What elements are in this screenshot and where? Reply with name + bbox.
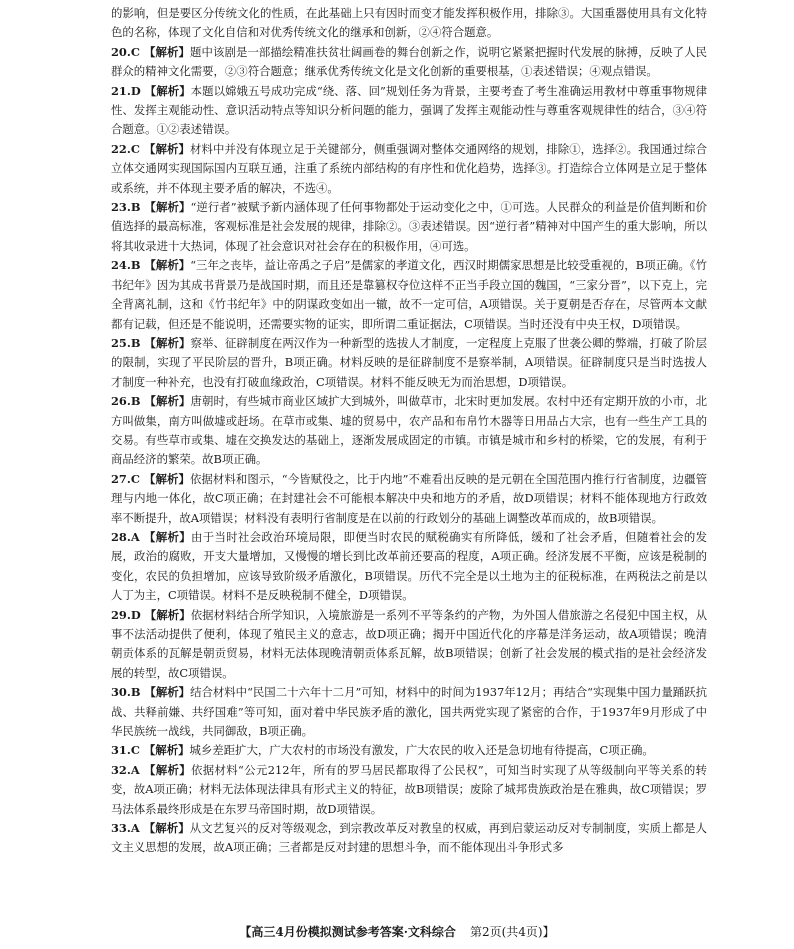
- intro-paragraph: 的影响，但是要区分传统文化的性质，在此基础上只有因时而变才能发挥积极作用，排除③。大国重器使用具有文化特色的名称，体现了文化自信和对优秀传统文化的继承和创新，②④符合题意。: [111, 6, 707, 40]
- analysis-text: 从文艺复兴的反对等级观念，到宗教改革反对教皇的权威，再到启蒙运动反对专制制度，实质上都是人文主义思想的发展，故A项正确；三者都是反对封建的思想斗争，而不能体现出斗争形式多: [111, 821, 707, 855]
- analysis-tag: 【解析】: [143, 762, 192, 777]
- answer-letter: C: [130, 44, 140, 59]
- analysis-text: 题中该剧是一部描绘精准扶贫壮阔画卷的舞台创新之作，说明它紧紧把握时代发展的脉搏，反映了人民群众的精神文化需要，②③符合题意；继承优秀传统文化是文化创新的重要根基，①表述错误；④观点错误。: [111, 44, 707, 79]
- question-number: 27.: [111, 471, 131, 486]
- answer-item: [111, 470, 707, 528]
- analysis-text: 察举、征辟制度在两汉作为一种新型的选拔人才制度，一定程度上克服了世袭公卿的弊端，打破了阶层的限制，实现了平民阶层的晋升，B项正确。材料反映的是征辟制度不是察举制，A项错误。征辟制度只是当时选拔人才制度一种补充，也没有打破血缘政治，C项错误。材料不能反映无为而治思想，D项错误。: [111, 335, 707, 389]
- analysis-tag: 【解析】: [144, 200, 191, 215]
- analysis-text: 城乡差距扩大，广大农村的市场没有激发，广大农民的收入还是急切地有待提高，C项正确。: [189, 743, 654, 758]
- answer-letter: B: [130, 394, 141, 409]
- question-number: 23.: [111, 200, 131, 215]
- analysis-tag: 【解析】: [143, 821, 190, 836]
- question-number: 31.: [111, 743, 131, 758]
- question-number: 21.: [111, 83, 131, 98]
- question-number: 22.: [111, 141, 131, 156]
- analysis-tag: 【解析】: [143, 743, 190, 758]
- analysis-tag: 【解析】: [144, 258, 191, 273]
- footer-page-number: 第2页(共4页)】: [469, 925, 555, 939]
- answer-letter: C: [130, 471, 140, 486]
- analysis-text: 依据材料结合所学知识，入境旅游是一系列不平等条约的产物，为外国人借旅游之名侵犯中国主权，从事不法活动提供了便利，体现了殖民主义的意志，故D项正确；揭开中国近代化的序幕是洋务运动，故A项错误；晚清朝贡体系的瓦解是朝贡贸易，材料无法体现晚清朝贡体系瓦解，故B项错误；创新了社会发展的模式指的是社会经济发展的转型，故C项错误。: [111, 607, 707, 680]
- answer-letter: B: [130, 685, 141, 700]
- analysis-text: 唐朝时，有些城市商业区域扩大到城外，叫做草市，北宋时更加发展。农村中还有定期开放的小市，北方叫做集，南方叫做墟或赶场。在草市或集、墟的贸易中，农产品和布帛竹木器等日用品占大宗，也有一些生产工具的交易。有些草市或集、墟在交换发达的基础上，逐渐发展成固定的市镇。市镇是城市和乡村的桥梁，它的发展，有利于商品经济的繁荣。故B项正确。: [111, 394, 707, 467]
- answer-letter: A: [130, 821, 140, 836]
- answer-letter: D: [130, 607, 141, 622]
- question-number: 29.: [111, 607, 131, 622]
- answer-letter: A: [130, 529, 140, 544]
- question-number: 30.: [111, 685, 131, 700]
- answer-letter: D: [130, 83, 141, 98]
- analysis-tag: 【解析】: [144, 607, 191, 622]
- answer-item: [111, 761, 707, 819]
- analysis-tag: 【解析】: [144, 394, 191, 409]
- analysis-text: 依据材料和图示，“今皆赋役之，比于内地”不难看出反映的是元朝在全国范围内推行行省制度，边疆管理与内地一体化，故C项正确；在封建社会不可能根本解决中央和地方的矛盾，故D项错误；材料不能体现地方行政效率不断提升，故A项错误；材料没有表明行省制度是在以前的行政划分的基础上调整改革而成的，故B项错误。: [111, 471, 707, 525]
- answer-item: [111, 334, 707, 392]
- analysis-tag: 【解析】: [143, 471, 190, 486]
- answer-item: [111, 392, 707, 470]
- answer-letter: B: [130, 200, 141, 215]
- answer-item: [111, 198, 707, 256]
- question-number: 26.: [111, 394, 131, 409]
- question-number: 25.: [111, 335, 131, 350]
- analysis-text: “逆行者”被赋予新内涵体现了任何事物都处于运动变化之中，①可选。人民群众的利益是价值判断和价值选择的最高标准，客观标准是社会发展的规律，排除②。③表述错误。因“逆行者”精神对中国产生的重大影响，所以将其收录进十大热词，体现了社会意识对社会存在的积极作用，④可选。: [111, 200, 707, 253]
- answer-item: [111, 43, 707, 82]
- answer-item: [111, 741, 707, 760]
- answer-item: [111, 606, 707, 684]
- page-footer: [0, 924, 794, 940]
- answer-item: [111, 683, 707, 741]
- analysis-text: 结合材料中“民国二十六年十二月”可知，材料中的时间为1937年12月；再结合“实现集中国力量踊跃抗战、共释前嫌、共纾国难”等可知，面对着中华民族矛盾的激化，国共两党实现了紧密的合作，于1937年9月形成了中华民族统一战线，共同御敌，B项正确。: [111, 685, 707, 739]
- answer-item: [111, 82, 707, 140]
- answer-item: [111, 819, 707, 858]
- question-number: 20.: [111, 44, 131, 59]
- answer-item: [111, 256, 707, 334]
- question-number: 32.: [111, 762, 131, 777]
- analysis-tag: 【解析】: [144, 335, 191, 350]
- answer-content: [111, 4, 707, 858]
- answer-letter: C: [130, 141, 140, 156]
- answer-letter: C: [130, 743, 140, 758]
- answer-item: [111, 528, 707, 606]
- analysis-text: 依据材料“公元212年，所有的罗马居民都取得了公民权”，可知当时实现了从等级制向平等关系的转变，故A项正确；材料无法体现法律具有形式主义的特征，故B项错误；废除了城邦贵族政治是在雅典，故C项错误；罗马法体系最终形成是在东罗马帝国时期，故D项错误。: [111, 762, 707, 816]
- analysis-text: 由于当时社会政治环境局限，即便当时农民的赋税确实有所降低，缓和了社会矛盾，但随着社会的发展，政治的腐败，开支大量增加，又慢慢的增长到比改革前还要高的程度，A项正确。经济发展不平衡，应该是税制的变化，农民的负担增加，应该导致阶级矛盾激化，B项错误。历代不完全是以土地为主的征税标准，在两税法之前是以人丁为主，C项错误。材料不是反映税制不健全，D项错误。: [111, 529, 707, 603]
- answer-letter: A: [130, 762, 140, 777]
- analysis-text: “三年之丧毕，益让帝禹之子启”是儒家的孝道文化，西汉时期儒家思想是比较受重视的，B项正确。《竹书纪年》因为其成书背景乃是战国时期，而且还是靠篡权夺位这样不正当手段立国的魏国，“三家分晋”，以下克上，完全背离礼制，这和《竹书纪年》中的阴谋政变如出一辙，故不一定可信，A项错误。关于夏朝是否存在，尽管两本文献都有记载，但还是不能说明，还需要实物的证实，即所谓二重证据法，C项错误。当时还没有中央王权，D项错误。: [111, 258, 707, 331]
- question-number: 24.: [111, 258, 131, 273]
- analysis-tag: 【解析】: [143, 44, 190, 59]
- question-number: 28.: [111, 529, 131, 544]
- analysis-tag: 【解析】: [144, 685, 191, 700]
- analysis-text: 材料中并没有体现立足于关键部分，侧重强调对整体交通网络的规划，排除①，选择②。我国通过综合立体交通网实现国际国内互联互通，注重了系统内部结构的有序性和优化趋势，选择③。打造综合立体网是立足于整体或系统，并不体现主要矛盾的解决，不选④。: [111, 141, 707, 195]
- footer-title: 【高三4月份模拟测试参考答案·文科综合: [239, 925, 456, 939]
- analysis-tag: 【解析】: [143, 529, 191, 544]
- answer-item: [111, 140, 707, 198]
- question-number: 33.: [111, 821, 131, 836]
- analysis-text: 本题以嫦娥五号成功完成“绕、落、回”规划任务为背景，主要考查了考生准确运用教材中尊重事物规律性、发挥主观能动性、意识活动特点等知识分析问题的能力，强调了发挥主观能动性与尊重客观规律性的结合，③④符合题意。①②表述错误。: [111, 83, 707, 137]
- analysis-tag: 【解析】: [143, 141, 190, 156]
- answer-letter: B: [130, 335, 141, 350]
- answer-letter: B: [130, 258, 141, 273]
- analysis-tag: 【解析】: [144, 83, 191, 98]
